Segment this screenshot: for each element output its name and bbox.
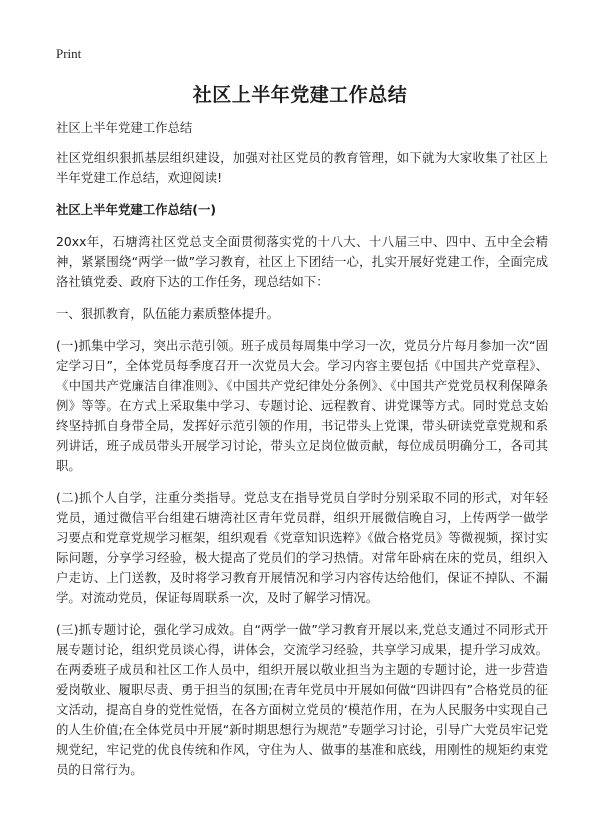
- document-title: 社区上半年党建工作总结: [192, 84, 408, 106]
- document-body: [56, 118, 548, 792]
- body-paragraph: (一)抓集中学习，突出示范引领。班子成员每周集中学习一次，党员分片每月参加一次“固定学习日”，全体党员每季度召开一次党员大会。学习内容主要包括《中国共产党章程》、《中国共产党廉洁自律准则》、《中国共产党纪律处分条例》、《中国共产党党员权利保障条例》等等。在方式上采取集中学习、专题讨论、远程教育、讲党课等方式。同时党总支始终坚持抓自身带全局，发挥好示范引领的作用，书记带头上党课，带头研读党章党规和系列讲话，班子成员带头开展学习讨论，带头立足岗位做贡献，每位成员明确分工，各司其职。: [56, 338, 548, 473]
- document-subtitle: 社区上半年党建工作总结: [56, 120, 193, 135]
- section-heading: 社区上半年党建工作总结(一): [56, 202, 217, 217]
- body-paragraph: 20xx年，石塘湾社区党总支全面贯彻落实党的十八大、十八届三中、四中、五中全会精神，紧紧围绕“两学一做”学习教育，社区上下团结一心，扎实开展好党建工作，全面完成洛社镇党委、政府下达的工作任务，现总结如下：: [56, 234, 548, 289]
- body-paragraph: (三)抓专题讨论，强化学习成效。自“两学一做”学习教育开展以来,党总支通过不同形式开展专题讨论，组织党员谈心得，讲体会，交流学习经验，共享学习成果，提升学习成效。在两委班子成员和社区工作人员中，组织开展以敬业担当为主题的专题讨论，进一步营造爱岗敬业、履职尽责、勇于担当的氛围;在青年党员中开展如何做“四讲四有”合格党员的征文活动，提高自身的党性觉悟，在各方面树立党员的‘模范作用，在为人民服务中实现自己的人生价值;在全体党员中开展“新时期思想行为规范”专题学习讨论，引导广大党员牢记党规党纪，牢记党的优良传统和作风，守住为人、做事的基准和底线，用刚性的规矩约束党员的日常行为。: [56, 622, 548, 777]
- print-link[interactable]: Print: [56, 46, 82, 61]
- body-paragraph: 一、狠抓教育，队伍能力素质整体提升。: [56, 306, 280, 321]
- body-paragraph: (二)抓个人自学，注重分类指导。党总支在指导党员自学时分别采取不同的形式，对年轻党员，通过微信平台组建石塘湾社区青年党员群，组织开展微信晚自习，上传两学一做学习要点和党章党规学习框架，组织观看《党章知识选粹》《做合格党员》等微视频，探讨实际问题，分享学习经验，极大提高了党员们的学习热情。对常年卧病在床的党员，组织入户走访、上门送教，及时将学习教育开展情况和学习内容传达给他们，保证不掉队、不漏学。对流动党员，保证每周联系一次，及时了解学习情况。: [56, 490, 548, 605]
- intro-paragraph: 社区党组织狠抓基层组织建设，加强对社区党员的教育管理，如下就为大家收集了社区上半年党建工作总结，欢迎阅读!: [56, 150, 548, 185]
